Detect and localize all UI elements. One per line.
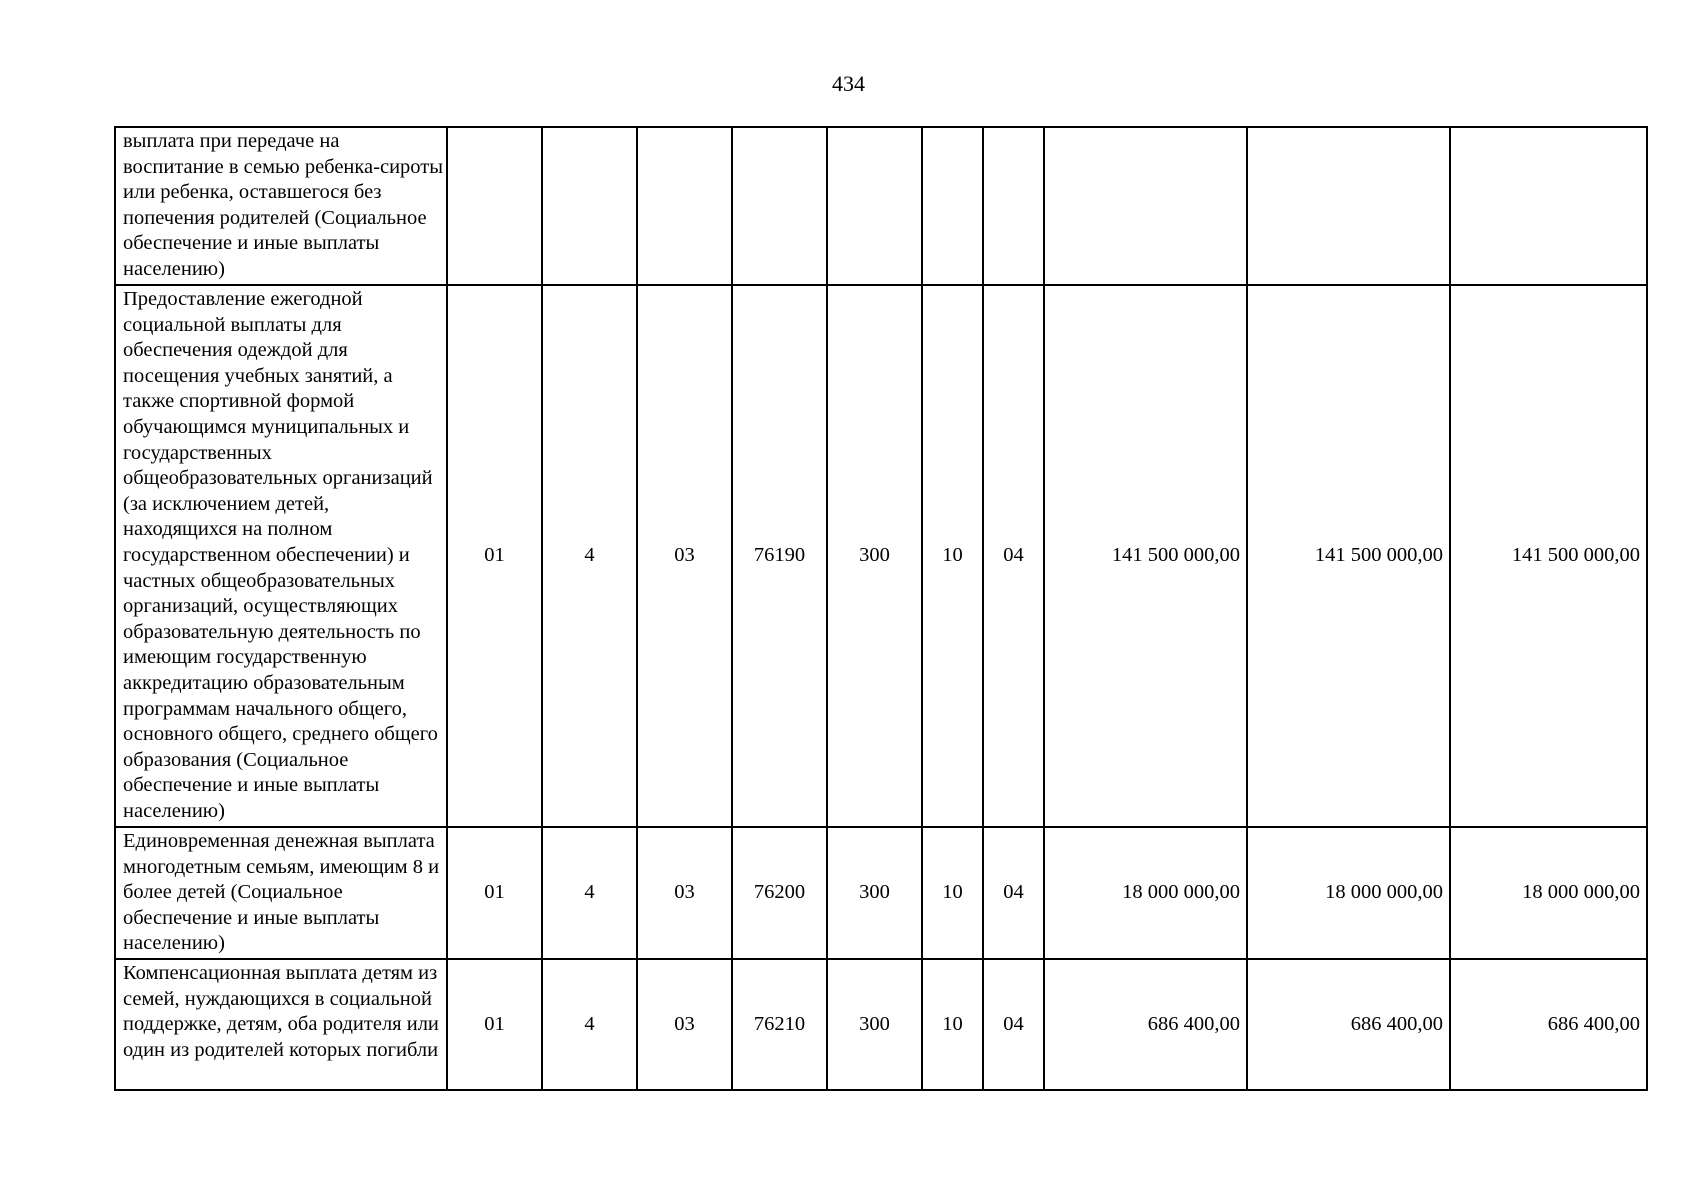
- expense-type-cell: 300: [827, 959, 922, 1090]
- amount-year-3: [1450, 127, 1647, 285]
- program-code-cell: 01: [447, 285, 542, 827]
- direction-code-cell: 76210: [732, 959, 827, 1090]
- table-row: [115, 285, 1647, 827]
- amount-year-3: 686 400,00: [1450, 959, 1647, 1090]
- direction-code-cell: 76200: [732, 827, 827, 959]
- subsection-cell: 04: [983, 959, 1044, 1090]
- event-code-cell: 03: [637, 827, 732, 959]
- amount-year-2: 141 500 000,00: [1247, 285, 1450, 827]
- row-description: Компенсационная выплата детям из семей, нуждающихся в социальной поддержке, детям, оба родителя или один из родителей которых погибли: [115, 959, 447, 1090]
- amount-year-1: 18 000 000,00: [1044, 827, 1247, 959]
- amount-year-3: 18 000 000,00: [1450, 827, 1647, 959]
- section-cell: 10: [922, 827, 983, 959]
- event-code-cell: [637, 127, 732, 285]
- event-code-cell: 03: [637, 285, 732, 827]
- section-cell: 10: [922, 285, 983, 827]
- amount-year-1: 686 400,00: [1044, 959, 1247, 1090]
- subprogram-code-cell: [542, 127, 637, 285]
- program-code-cell: [447, 127, 542, 285]
- amount-year-1: [1044, 127, 1247, 285]
- event-code-cell: 03: [637, 959, 732, 1090]
- amount-year-2: 18 000 000,00: [1247, 827, 1450, 959]
- page-number: 434: [832, 71, 865, 96]
- row-description: Единовременная денежная выплата многодетным семьям, имеющим 8 и более детей (Социальное обеспечение и иные выплаты населению): [115, 827, 447, 959]
- section-cell: [922, 127, 983, 285]
- expense-type-cell: 300: [827, 827, 922, 959]
- budget-table: [114, 126, 1648, 1091]
- subprogram-code-cell: 4: [542, 959, 637, 1090]
- row-description: выплата при передаче на воспитание в семью ребенка-сироты или ребенка, оставшегося без попечения родителей (Социальное обеспечение и иные выплаты населению): [115, 127, 447, 285]
- program-code-cell: 01: [447, 827, 542, 959]
- amount-year-2: 686 400,00: [1247, 959, 1450, 1090]
- expense-type-cell: 300: [827, 285, 922, 827]
- row-description: Предоставление ежегодной социальной выплаты для обеспечения одеждой для посещения учебных занятий, а также спортивной формой обучающимся муниципальных и государственных общеобразовательных организаций (за исключением детей, находящихся на полном государственном обеспечении) и частных общеобразовательных организаций, осуществляющих образовательную деятельность по имеющим государственную аккредитацию образовательным программам начального общего, основного общего, среднего общего образования (Социальное обеспечение и иные выплаты населению): [115, 285, 447, 827]
- program-code-cell: 01: [447, 959, 542, 1090]
- table-row: [115, 827, 1647, 959]
- subsection-cell: 04: [983, 285, 1044, 827]
- amount-year-3: 141 500 000,00: [1450, 285, 1647, 827]
- section-cell: 10: [922, 959, 983, 1090]
- subprogram-code-cell: 4: [542, 827, 637, 959]
- subsection-cell: 04: [983, 827, 1044, 959]
- subsection-cell: [983, 127, 1044, 285]
- table-row: [115, 127, 1647, 285]
- amount-year-2: [1247, 127, 1450, 285]
- direction-code-cell: [732, 127, 827, 285]
- subprogram-code-cell: 4: [542, 285, 637, 827]
- expense-type-cell: [827, 127, 922, 285]
- table-row: [115, 959, 1647, 1090]
- direction-code-cell: 76190: [732, 285, 827, 827]
- amount-year-1: 141 500 000,00: [1044, 285, 1247, 827]
